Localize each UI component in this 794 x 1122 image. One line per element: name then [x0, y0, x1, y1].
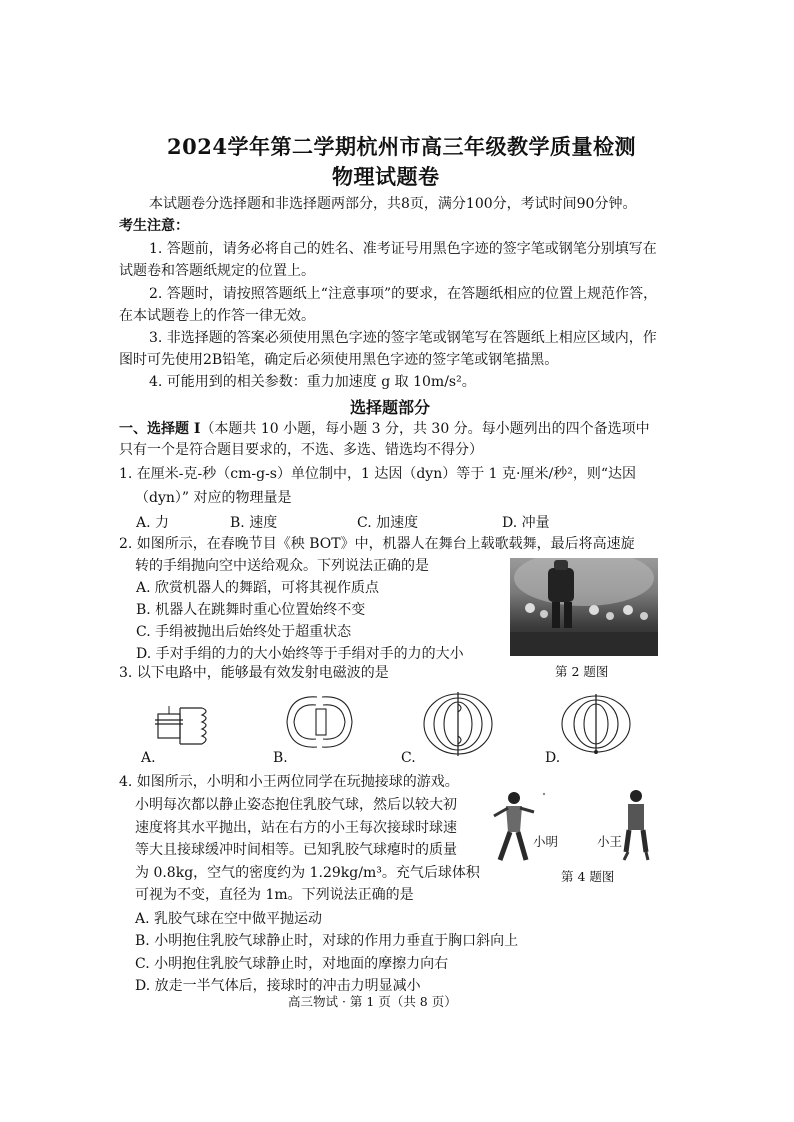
- q2-option-d: D. 手对手绢的力的大小始终等于手绢对手的力的大小: [136, 646, 464, 662]
- q2-option-c: C. 手绢被抛出后始终处于超重状态: [136, 624, 352, 640]
- q3-option-b: B.: [273, 750, 288, 766]
- q1-stem-cont: （dyn）” 对应的物理量是: [135, 490, 292, 506]
- q4-stem-line-3: 速度将其水平抛出，站在右方的小王每次接球时球速: [135, 820, 457, 836]
- q4-stem-line-1: 4. 如图所示，小明和小王两位同学在玩抛接球的游戏。: [119, 774, 459, 790]
- q1-option-b: B. 速度: [230, 515, 278, 531]
- q4-figure-caption: 第 4 题图: [561, 869, 615, 884]
- q3-circuit-c: [422, 690, 494, 760]
- q2-stem: 2. 如图所示，在春晚节目《秧 BOT》中，机器人在舞台上载歌载舞，最后将高速旋: [119, 536, 635, 552]
- section-instructions-cont: 只有一个是符合题目要求的，不选、多选、错选均不得分）: [119, 442, 483, 458]
- q2-figure-caption: 第 2 题图: [555, 664, 609, 679]
- notice-item-2: 2. 答题时，请按照答题纸上“注意事项”的要求，在答题纸相应的位置上规范作答，: [149, 286, 658, 302]
- section-title: 选择题部分: [350, 398, 431, 417]
- page-footer: 高三物试 · 第 1 页（共 8 页）: [288, 994, 457, 1009]
- q4-label-xiaoming: 小明: [533, 834, 559, 849]
- q3-option-a: A.: [141, 750, 156, 766]
- q2-robot-stage-photo: [510, 558, 658, 656]
- notice-item-1-cont: 试题卷和答题纸规定的位置上。: [119, 263, 315, 279]
- q2-option-b: B. 机器人在跳舞时重心位置始终不变: [136, 602, 366, 618]
- q3-circuit-a: [150, 700, 212, 755]
- paper-subtitle: 物理试题卷: [332, 164, 440, 189]
- q4-option-b: B. 小明抱住乳胶气球静止时，对球的作用力垂直于胸口斜向上: [135, 933, 519, 949]
- q3-circuit-b: [282, 695, 357, 750]
- q4-stem-line-2: 小明每次都以静止姿态抱住乳胶气球，然后以较大初: [135, 797, 457, 813]
- notice-item-3: 3. 非选择题的答案必须使用黑色字迹的签字笔或钢笔写在答题纸上相应区域内，作: [149, 330, 657, 346]
- q4-stem-line-6: 可视为不变，直径为 1m。下列说法正确的是: [135, 887, 414, 903]
- q4-stem-line-5: 为 0.8kg，空气的密度约为 1.29kg/m³。充气后球体积: [135, 865, 480, 881]
- notice-item-1: 1. 答题前，请务必将自己的姓名、准考证号用黑色字迹的签字笔或钢笔分别填写在: [149, 241, 657, 257]
- exam-title: 2024学年第二学期杭州市高三年级教学质量检测: [167, 134, 636, 159]
- section-instructions: [119, 419, 650, 439]
- notice-item-2-cont: 在本试题卷上的作答一律无效。: [119, 308, 315, 324]
- q4-option-d: D. 放走一半气体后，接球时的冲击力明显减小: [135, 978, 421, 994]
- notice-heading: 考生注意：: [119, 218, 189, 234]
- section-instructions-text: （本题共 10 小题，每小题 3 分，共 30 分。每小题列出的四个备选项中: [200, 421, 650, 437]
- q2-photo-illustration: [510, 558, 658, 656]
- q4-figure-players: [488, 786, 658, 876]
- q3-stem: 3. 以下电路中，能够最有效发射电磁波的是: [119, 665, 389, 681]
- q4-stem-line-4: 等大且接球缓冲时间相等。已知乳胶气球瘪时的质量: [135, 842, 457, 858]
- q4-label-xiaowang: 小王: [597, 834, 623, 849]
- q1-stem: 1. 在厘米-克-秒（cm-g-s）单位制中，1 达因（dyn）等于 1 克·厘米/秒²，则“达因: [119, 466, 636, 482]
- notice-item-4: 4. 可能用到的相关参数：重力加速度 g 取 10m/s²。: [149, 374, 476, 390]
- q3-circuit-d: [560, 690, 632, 760]
- section-number: 一、选择题 I: [119, 421, 201, 437]
- q4-option-c: C. 小明抱住乳胶气球静止时，对地面的摩擦力向右: [135, 956, 449, 972]
- q2-stem-cont: 转的手绢抛向空中送给观众。下列说法正确的是: [135, 558, 429, 574]
- q2-option-a: A. 欣赏机器人的舞蹈，可将其视作质点: [136, 580, 380, 596]
- q4-option-a: A. 乳胶气球在空中做平抛运动: [135, 911, 323, 927]
- intro-text: 本试题卷分选择题和非选择题两部分，共8页，满分100分，考试时间90分钟。: [149, 196, 637, 212]
- q3-option-d: D.: [545, 750, 561, 766]
- q1-option-c: C. 加速度: [357, 515, 419, 531]
- q1-option-a: A. 力: [136, 515, 170, 531]
- notice-item-3-cont: 图时可先使用2B铅笔，确定后必须使用黑色字迹的签字笔或钢笔描黑。: [119, 352, 559, 368]
- q3-option-c: C.: [401, 750, 416, 766]
- q1-option-d: D. 冲量: [502, 515, 550, 531]
